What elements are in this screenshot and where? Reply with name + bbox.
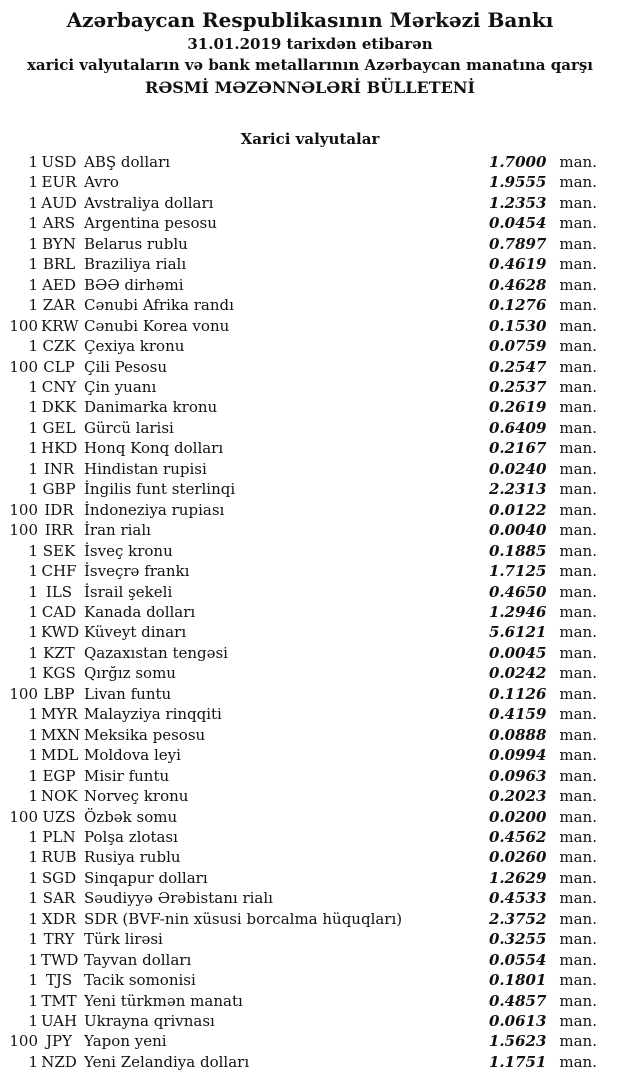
currency-code: KGS [42, 664, 76, 683]
table-row [0, 950, 620, 970]
table-row [0, 561, 620, 581]
table-row [0, 868, 620, 888]
rate-value: 0.2023 [488, 787, 547, 806]
currency-code: USD [41, 153, 77, 171]
currency-code: MXN [41, 725, 81, 744]
rate-value: 0.0045 [488, 643, 547, 662]
table-row [0, 991, 620, 1011]
rate-quantity: 1 [28, 480, 38, 499]
rate-quantity: 1 [28, 643, 38, 662]
rate-quantity: 1 [28, 541, 38, 560]
rate-value: 0.0613 [488, 1012, 547, 1031]
currency-code: NZD [41, 1052, 77, 1071]
rate-value: 0.4857 [488, 991, 547, 1010]
currency-code: CLP [43, 357, 75, 376]
table-row [0, 541, 620, 561]
rate-unit: man. [559, 1032, 597, 1051]
rate-unit: man. [559, 193, 597, 212]
rate-unit: man. [559, 623, 597, 642]
currency-code: RUB [41, 848, 77, 867]
currency-name: Türk lirəsi [84, 930, 163, 949]
rate-quantity: 100 [9, 1032, 38, 1051]
rate-value: 0.3255 [488, 930, 547, 949]
table-row [0, 500, 620, 520]
rate-unit: man. [559, 255, 597, 274]
currency-name: Özbək somu [84, 807, 178, 826]
table-row [0, 479, 620, 499]
currency-name: İsveçrə frankı [84, 562, 190, 581]
rate-unit: man. [559, 930, 597, 949]
rate-quantity: 1 [28, 664, 38, 683]
currency-name: İndoneziya rupiası [84, 500, 225, 519]
currency-code: IDR [44, 500, 74, 519]
rate-value: 0.0242 [488, 664, 547, 683]
currency-code: AUD [41, 193, 77, 212]
rate-unit: man. [559, 643, 597, 662]
table-row [0, 1052, 620, 1072]
currency-name: Yapon yeni [84, 1032, 167, 1051]
rate-value: 1.5623 [488, 1032, 547, 1051]
rate-value: 0.4650 [488, 582, 547, 601]
currency-name: Yeni türkmən manatı [84, 991, 243, 1010]
table-row [0, 1031, 620, 1051]
currency-code: IRR [44, 521, 74, 540]
rate-value: 1.2946 [488, 602, 547, 621]
currency-code: SEK [42, 541, 76, 560]
document-header [0, 0, 620, 99]
rate-unit: man. [559, 398, 597, 417]
rate-unit: man. [559, 1052, 597, 1071]
currency-name: Moldova leyi [84, 746, 181, 765]
currency-code: HKD [41, 439, 78, 458]
table-row [0, 193, 620, 213]
rate-value: 0.0759 [488, 337, 547, 356]
rate-value: 0.1530 [488, 316, 547, 335]
subject-line: xarici valyutaların və bank metallarının Azərbaycan manatına qarşı [26, 56, 594, 74]
rate-value: 0.4628 [488, 275, 547, 294]
currency-code: CZK [42, 337, 76, 356]
rate-quantity: 1 [28, 234, 38, 253]
rate-quantity: 1 [28, 746, 38, 765]
currency-name: İran rialı [84, 521, 151, 540]
rate-value: 0.0040 [488, 521, 547, 540]
table-row [0, 725, 620, 745]
rate-value: 0.7897 [488, 234, 547, 253]
rate-unit: man. [559, 541, 597, 560]
rate-quantity: 100 [9, 684, 38, 703]
currency-code: ILS [45, 582, 73, 601]
table-row [0, 684, 620, 704]
rate-quantity: 1 [28, 787, 38, 806]
rate-value: 0.4562 [488, 827, 547, 846]
rate-quantity: 1 [28, 377, 38, 396]
currency-code: BYN [42, 234, 76, 253]
currency-name: İsveç kronu [84, 541, 173, 560]
currency-code: MYR [41, 705, 78, 724]
table-row [0, 152, 620, 172]
rate-quantity: 1 [28, 214, 38, 233]
rate-value: 1.1751 [488, 1052, 547, 1071]
currency-name: Sinqapur dolları [84, 868, 208, 887]
rate-quantity: 1 [28, 1052, 38, 1071]
rate-quantity: 1 [28, 193, 38, 212]
rate-quantity: 100 [9, 807, 38, 826]
rate-unit: man. [559, 971, 597, 990]
currency-code: CHF [41, 562, 77, 581]
currency-code: TRY [43, 930, 75, 949]
rate-quantity: 1 [28, 971, 38, 990]
currency-name: Norveç kronu [84, 787, 189, 806]
rate-quantity: 1 [28, 725, 38, 744]
currency-code: ARS [42, 214, 76, 233]
rate-unit: man. [559, 602, 597, 621]
rate-quantity: 1 [28, 173, 38, 192]
rate-value: 0.4619 [488, 255, 547, 274]
rate-unit: man. [559, 991, 597, 1010]
currency-name: BƏƏ dirhəmi [84, 275, 184, 294]
table-row [0, 295, 620, 315]
currency-code: NOK [41, 787, 78, 806]
table-row [0, 397, 620, 417]
rate-value: 1.2629 [488, 868, 547, 887]
rate-value: 2.2313 [488, 480, 547, 499]
rate-unit: man. [559, 562, 597, 581]
rate-value: 0.0963 [488, 766, 547, 785]
currency-code: KWD [41, 623, 80, 642]
table-row [0, 827, 620, 847]
rate-quantity: 1 [28, 337, 38, 356]
table-row [0, 336, 620, 356]
currency-code: TJS [45, 971, 73, 990]
rate-unit: man. [559, 234, 597, 253]
rate-quantity: 1 [28, 705, 38, 724]
rate-unit: man. [559, 357, 597, 376]
table-row [0, 622, 620, 642]
rate-value: 2.3752 [488, 909, 547, 928]
table-row [0, 970, 620, 990]
rate-unit: man. [559, 889, 597, 908]
table-row [0, 766, 620, 786]
currency-code: PLN [42, 827, 76, 846]
effective-date-line: 31.01.2019 tarixdən etibarən [187, 35, 433, 53]
currency-name: Avstraliya dolları [84, 193, 214, 212]
table-row [0, 316, 620, 336]
rate-quantity: 1 [28, 296, 38, 315]
table-row [0, 172, 620, 192]
currency-code: UAH [41, 1012, 78, 1031]
rate-unit: man. [559, 439, 597, 458]
rate-unit: man. [559, 582, 597, 601]
rate-unit: man. [559, 807, 597, 826]
table-row [0, 643, 620, 663]
rate-unit: man. [559, 316, 597, 335]
rate-unit: man. [559, 377, 597, 396]
rate-value: 0.4533 [488, 889, 547, 908]
rate-quantity: 1 [28, 1012, 38, 1031]
table-row [0, 602, 620, 622]
currency-name: Polşa zlotası [84, 827, 178, 846]
table-row [0, 1011, 620, 1031]
rate-value: 0.0240 [488, 459, 547, 478]
rate-quantity: 1 [28, 153, 38, 171]
currency-name: Çexiya kronu [84, 337, 185, 356]
currency-code: AED [42, 275, 76, 294]
rate-quantity: 1 [28, 602, 38, 621]
currency-name: Misir funtu [84, 766, 170, 785]
rate-unit: man. [559, 500, 597, 519]
currency-name: Honq Konq dolları [84, 439, 224, 458]
currency-name: Tacik somonisi [84, 971, 196, 990]
table-row [0, 234, 620, 254]
rate-value: 0.1801 [488, 971, 547, 990]
table-row [0, 438, 620, 458]
currency-name: Malayziya rinqqiti [84, 705, 222, 724]
currency-name: Avro [84, 173, 119, 192]
currency-name: Livan funtu [84, 684, 172, 703]
table-row [0, 275, 620, 295]
currency-code: CAD [41, 602, 77, 621]
rate-quantity: 100 [9, 316, 38, 335]
currency-code: SAR [42, 889, 76, 908]
rate-value: 0.0122 [488, 500, 547, 519]
rate-value: 0.0454 [488, 214, 547, 233]
rate-quantity: 1 [28, 889, 38, 908]
currency-code: GEL [42, 418, 76, 437]
table-row [0, 418, 620, 438]
rate-value: 0.0260 [488, 848, 547, 867]
rate-quantity: 1 [28, 562, 38, 581]
rate-unit: man. [559, 868, 597, 887]
currency-name: Belarus rublu [84, 234, 188, 253]
table-row [0, 909, 620, 929]
rate-quantity: 1 [28, 439, 38, 458]
currency-name: Argentina pesosu [84, 214, 217, 233]
rate-unit: man. [559, 480, 597, 499]
rate-unit: man. [559, 275, 597, 294]
currency-name: Çili Pesosu [84, 357, 168, 376]
bulletin-title: RƏSMİ MƏZƏNNƏLƏRİ BÜLLETENİ [145, 78, 475, 97]
rate-quantity: 1 [28, 991, 38, 1010]
table-row [0, 520, 620, 540]
currency-code: LBP [43, 684, 75, 703]
rate-value: 0.0994 [488, 746, 547, 765]
rate-value: 0.2619 [488, 398, 547, 417]
currency-code: SGD [41, 868, 77, 887]
rate-quantity: 1 [28, 459, 38, 478]
table-row [0, 786, 620, 806]
table-row [0, 582, 620, 602]
rate-value: 0.1276 [488, 296, 547, 315]
table-row [0, 254, 620, 274]
rate-unit: man. [559, 848, 597, 867]
table-row [0, 929, 620, 949]
currency-name: Braziliya rialı [84, 255, 187, 274]
currency-code: INR [43, 459, 75, 478]
currency-name: Küveyt dinarı [84, 623, 187, 642]
table-row [0, 745, 620, 765]
rate-quantity: 100 [9, 357, 38, 376]
currency-code: CNY [41, 377, 77, 396]
currency-name: SDR (BVF-nin xüsusi borcalma hüquqları) [84, 909, 403, 928]
currency-name: Qırğız somu [84, 664, 176, 683]
rate-unit: man. [559, 337, 597, 356]
currency-name: Çin yuanı [84, 377, 157, 396]
rate-quantity: 1 [28, 275, 38, 294]
rate-unit: man. [559, 173, 597, 192]
rate-unit: man. [559, 909, 597, 928]
currency-name: Tayvan dolları [84, 950, 192, 969]
rate-quantity: 1 [28, 255, 38, 274]
rate-quantity: 1 [28, 950, 38, 969]
currency-name: Rusiya rublu [84, 848, 181, 867]
table-row [0, 663, 620, 683]
rate-quantity: 1 [28, 827, 38, 846]
rate-value: 1.9555 [488, 173, 547, 192]
rate-unit: man. [559, 725, 597, 744]
currency-code: JPY [45, 1032, 72, 1051]
rate-unit: man. [559, 521, 597, 540]
rate-unit: man. [559, 664, 597, 683]
currency-code: UZS [42, 807, 76, 826]
currency-name: Kanada dolları [84, 602, 196, 621]
rate-unit: man. [559, 296, 597, 315]
rate-value: 0.2547 [488, 357, 547, 376]
currency-code: MDL [41, 746, 79, 765]
currency-code: XDR [42, 909, 76, 928]
rate-unit: man. [559, 418, 597, 437]
section-title-foreign-currencies: Xarici valyutalar [240, 130, 380, 148]
table-row [0, 459, 620, 479]
bank-name: Azərbaycan Respublikasının Mərkəzi Bankı [66, 8, 554, 32]
rate-unit: man. [559, 459, 597, 478]
table-row [0, 888, 620, 908]
rates-table [0, 152, 620, 1072]
rate-unit: man. [559, 214, 597, 233]
rate-value: 0.0888 [488, 725, 547, 744]
currency-name: Cənubi Afrika randı [84, 296, 234, 315]
rate-value: 0.4159 [488, 705, 547, 724]
rate-unit: man. [559, 153, 597, 171]
rate-quantity: 1 [28, 766, 38, 785]
rate-value: 5.6121 [488, 623, 547, 642]
rate-unit: man. [559, 950, 597, 969]
currency-name: Qazaxıstan tengəsi [84, 643, 228, 662]
currency-code: TMT [41, 991, 77, 1010]
rate-quantity: 1 [28, 582, 38, 601]
rate-value: 1.2353 [488, 193, 547, 212]
rate-unit: man. [559, 787, 597, 806]
currency-code: GBP [42, 480, 76, 499]
rate-value: 0.1126 [488, 684, 547, 703]
rate-quantity: 1 [28, 848, 38, 867]
currency-name: Hindistan rupisi [84, 459, 207, 478]
table-row [0, 704, 620, 724]
rate-quantity: 1 [28, 418, 38, 437]
currency-code: EGP [42, 766, 76, 785]
rate-quantity: 100 [9, 500, 38, 519]
table-row [0, 213, 620, 233]
rate-value: 0.0554 [488, 950, 547, 969]
currency-code: KZT [43, 643, 75, 662]
rate-quantity: 1 [28, 623, 38, 642]
currency-name: Meksika pesosu [84, 725, 206, 744]
rate-value: 0.6409 [488, 418, 547, 437]
rate-unit: man. [559, 746, 597, 765]
table-row [0, 807, 620, 827]
rate-quantity: 1 [28, 930, 38, 949]
rate-value: 1.7000 [488, 153, 547, 171]
currency-code: TWD [41, 950, 79, 969]
currency-name: İsrail şekeli [84, 582, 173, 601]
rate-value: 0.0200 [488, 807, 547, 826]
rate-quantity: 100 [9, 521, 38, 540]
currency-name: Cənubi Korea vonu [84, 316, 230, 335]
rate-unit: man. [559, 1012, 597, 1031]
rate-value: 0.2167 [488, 439, 547, 458]
currency-code: ZAR [42, 296, 76, 315]
rate-quantity: 1 [28, 909, 38, 928]
currency-name: Danimarka kronu [84, 398, 218, 417]
currency-name: Səudiyyə Ərəbistanı rialı [84, 889, 273, 908]
table-row [0, 357, 620, 377]
currency-name: Ukrayna qrivnası [84, 1012, 215, 1031]
rate-unit: man. [559, 705, 597, 724]
currency-name: İngilis funt sterlinqi [84, 480, 236, 499]
currency-code: KRW [41, 316, 79, 335]
rate-unit: man. [559, 766, 597, 785]
rate-unit: man. [559, 827, 597, 846]
rate-value: 0.2537 [488, 377, 547, 396]
rate-quantity: 1 [28, 398, 38, 417]
currency-code: BRL [42, 255, 76, 274]
table-row [0, 847, 620, 867]
rate-value: 1.7125 [488, 562, 547, 581]
currency-code: EUR [41, 173, 77, 192]
rate-value: 0.1885 [488, 541, 547, 560]
rate-quantity: 1 [28, 868, 38, 887]
currency-name: Gürcü larisi [84, 418, 174, 437]
rate-unit: man. [559, 684, 597, 703]
table-row [0, 377, 620, 397]
currency-name: ABŞ dolları [84, 153, 171, 171]
currency-name: Yeni Zelandiya dolları [84, 1052, 250, 1071]
currency-code: DKK [41, 398, 77, 417]
